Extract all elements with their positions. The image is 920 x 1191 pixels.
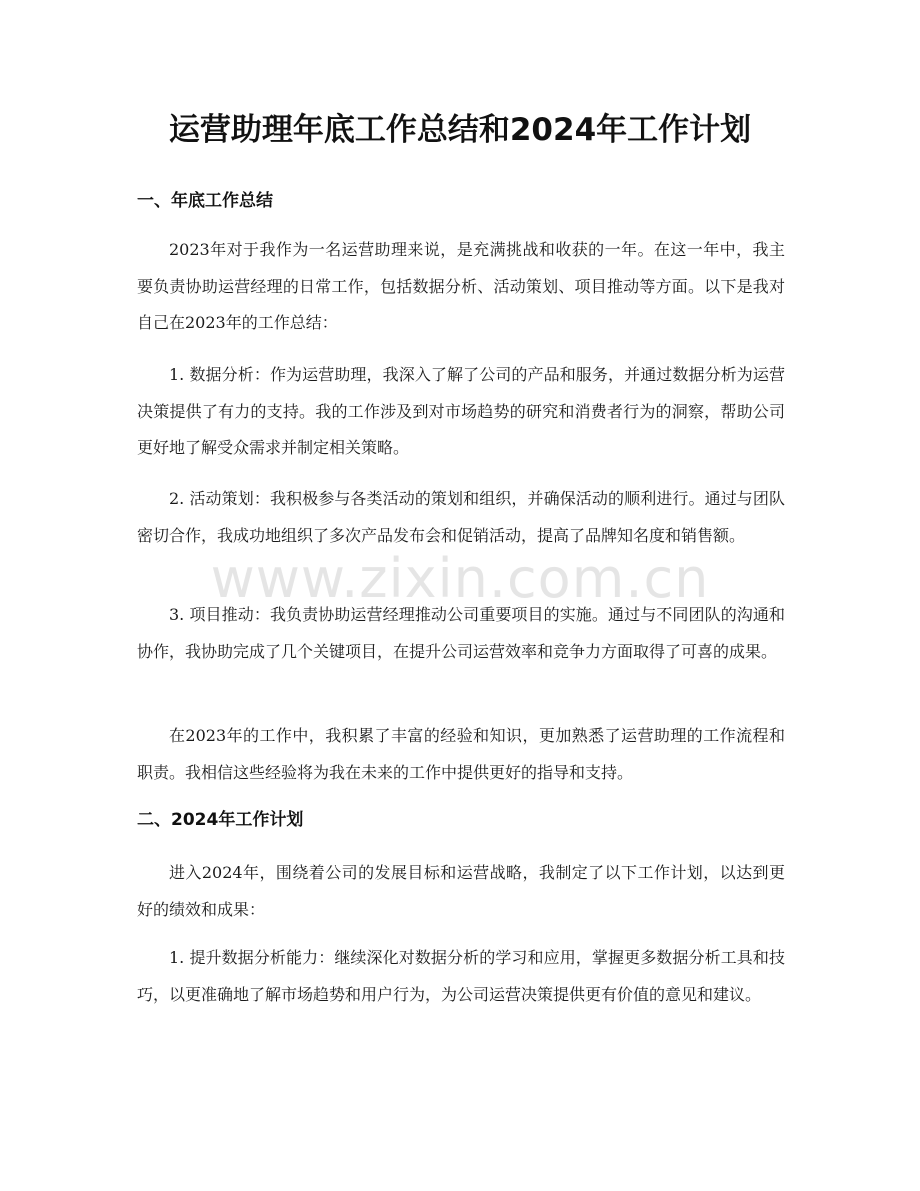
summary-closing-paragraph: 在2023年的工作中，我积累了丰富的经验和知识，更加熟悉了运营助理的工作流程和职责。我相信这些经验将为我在未来的工作中提供更好的指导和支持。 — [137, 726, 785, 782]
document-title: 运营助理年底工作总结和2024年工作计划 — [168, 112, 752, 148]
summary-item-event-planning: 2. 活动策划：我积极参与各类活动的策划和组织，并确保活动的顺利进行。通过与团队密切合作，我成功地组织了多次产品发布会和促销活动，提高了品牌知名度和销售额。 — [137, 489, 785, 545]
summary-item-project-promotion: 3. 项目推动：我负责协助运营经理推动公司重要项目的实施。通过与不同团队的沟通和协作，我协助完成了几个关键项目，在提升公司运营效率和竞争力方面取得了可喜的成果。 — [137, 605, 785, 661]
watermark: www.zixin.com.cn — [210, 547, 710, 610]
section-heading-plan: 二、2024年工作计划 — [137, 810, 304, 830]
plan-item-data-analysis: 1. 提升数据分析能力：继续深化对数据分析的学习和应用，掌握更多数据分析工具和技巧，以更准确地了解市场趋势和用户行为，为公司运营决策提供更有价值的意见和建议。 — [137, 948, 785, 1004]
plan-intro-paragraph: 进入2024年，围绕着公司的发展目标和运营战略，我制定了以下工作计划，以达到更好的绩效和成果： — [137, 863, 785, 919]
summary-intro-paragraph: 2023年对于我作为一名运营助理来说，是充满挑战和收获的一年。在这一年中，我主要负责协助运营经理的日常工作，包括数据分析、活动策划、项目推动等方面。以下是我对自己在2023年的工作总结： — [137, 240, 785, 332]
section-heading-summary: 一、年底工作总结 — [137, 191, 273, 211]
summary-item-data-analysis: 1. 数据分析：作为运营助理，我深入了解了公司的产品和服务，并通过数据分析为运营决策提供了有力的支持。我的工作涉及到对市场趋势的研究和消费者行为的洞察，帮助公司更好地了解受众需求并制定相关策略。 — [137, 365, 785, 457]
